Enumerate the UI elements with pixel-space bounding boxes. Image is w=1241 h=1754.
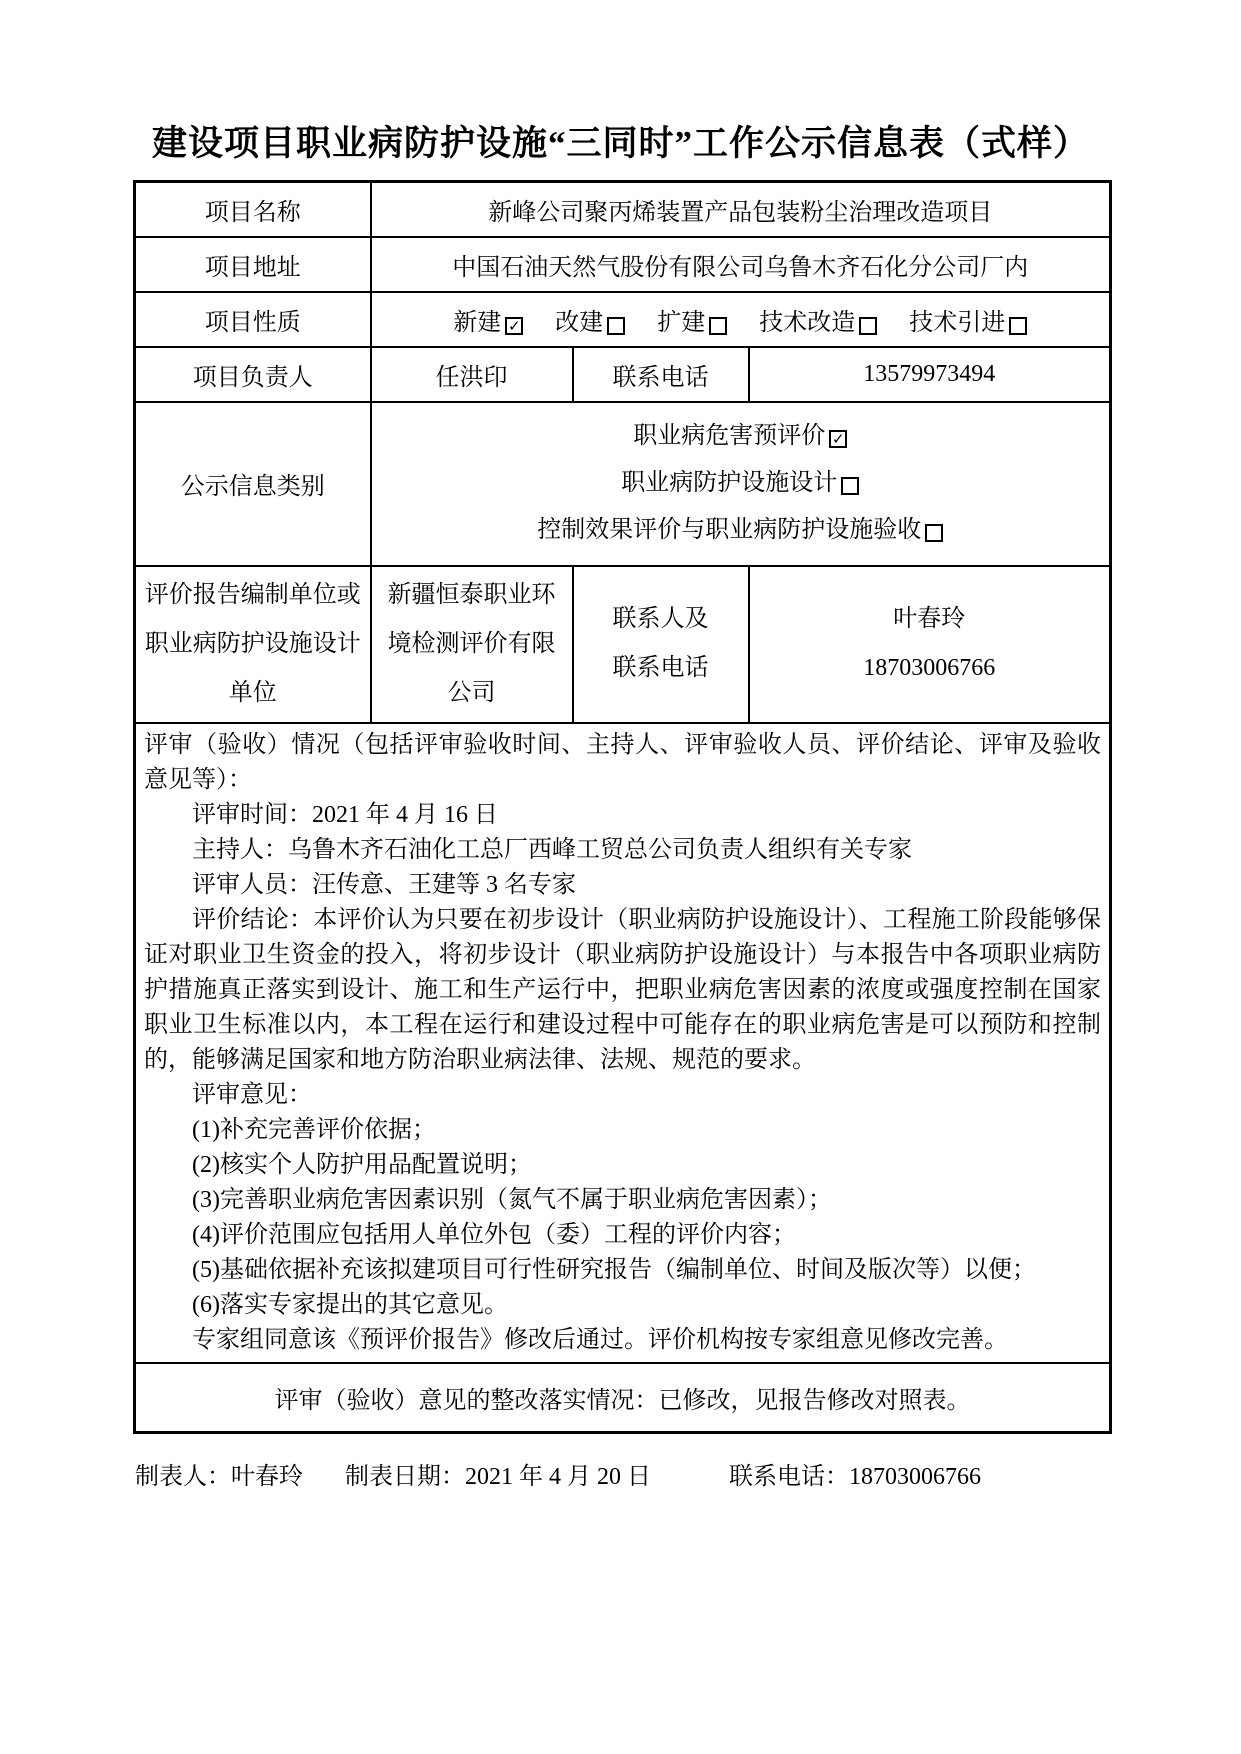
effect-acceptance-checkbox bbox=[925, 524, 943, 542]
project-name-row bbox=[135, 182, 1111, 237]
review-host: 主持人：乌鲁木齐石油化工总厂西峰工贸总公司负责人组织有关专家 bbox=[192, 836, 912, 863]
project-nature-row bbox=[135, 292, 1111, 347]
agency-label: 评价报告编制单位或职业病防护设施设计单位 bbox=[135, 566, 371, 723]
agency-contact-phone: 18703006766 bbox=[863, 655, 996, 681]
nature-option-tech-import bbox=[909, 310, 1027, 336]
nature-option-tech-import-label: 技术引进 bbox=[909, 309, 1006, 336]
rectification-status: 评审（验收）意见的整改落实情况：已修改，见报告修改对照表。 bbox=[135, 1363, 1111, 1433]
nature-option-expand-label: 扩建 bbox=[657, 309, 706, 336]
review-item: (3)完善职业病危害因素识别（氮气不属于职业病危害因素）； bbox=[192, 1186, 832, 1213]
project-manager-row bbox=[135, 347, 1111, 402]
tech-transform-checkbox bbox=[859, 317, 877, 335]
check-mark-icon: ✓ bbox=[831, 430, 845, 448]
review-time: 评审时间：2021 年 4 月 16 日 bbox=[192, 801, 498, 828]
page-title: 建设项目职业病防护设施“三同时”工作公示信息表（式样） bbox=[151, 124, 1089, 163]
project-nature-options bbox=[371, 292, 1111, 347]
publicity-option-pre-evaluation-label: 职业病危害预评价 bbox=[633, 423, 826, 449]
review-header: 评审（验收）情况（包括评审验收时间、主持人、评审验收人员、评价结论、评审及验收意见等）： bbox=[144, 731, 1102, 793]
project-name-label: 项目名称 bbox=[135, 182, 371, 237]
check-mark-icon: ✓ bbox=[507, 316, 521, 335]
publicity-option-effect-acceptance-label: 控制效果评价与职业病防护设施验收 bbox=[537, 517, 922, 543]
footer-phone: 联系电话：18703006766 bbox=[729, 1464, 981, 1490]
review-conclusion: 评价结论：本评价认为只要在初步设计（职业病防护设施设计）、工程施工阶段能够保证对职业卫生资金的投入，将初步设计（职业病防护设施设计）与本报告中各项职业病防护措施真正落实到设计、施工和生产运行中，把职业病危害因素的浓度或强度控制在国家职业卫生标准以内，本工程在运行和建设过程中可能存在的职业病危害是可以预防和控制的，能够满足国家和地方防治职业病法律、法规、规范的要求。 bbox=[144, 906, 1102, 1073]
agency-contact-name: 叶春玲 bbox=[893, 606, 966, 632]
agency-contact-label bbox=[573, 566, 749, 723]
nature-option-tech-transform bbox=[759, 310, 877, 336]
footer-preparer: 制表人：叶春玲 bbox=[135, 1464, 303, 1490]
project-address-label: 项目地址 bbox=[135, 237, 371, 292]
nature-option-new bbox=[453, 310, 523, 336]
review-panel: 评审人员：汪传意、王建等 3 名专家 bbox=[192, 871, 576, 898]
publicity-option-pre-evaluation bbox=[380, 413, 1102, 460]
project-manager-label: 项目负责人 bbox=[135, 347, 371, 402]
footer bbox=[135, 1456, 1111, 1491]
review-item: (5)基础依据补充该拟建项目可行性研究报告（编制单位、时间及版次等）以便； bbox=[192, 1256, 1036, 1283]
review-opinions-title: 评审意见： bbox=[192, 1081, 312, 1108]
publicity-type-options bbox=[371, 402, 1111, 566]
agency-contact-value bbox=[749, 566, 1111, 723]
agency-contact-label-line1: 联系人及 bbox=[612, 606, 709, 632]
nature-option-tech-transform-label: 技术改造 bbox=[759, 309, 856, 336]
review-item: (2)核实个人防护用品配置说明； bbox=[192, 1151, 532, 1178]
publicity-type-label: 公示信息类别 bbox=[135, 402, 371, 566]
publicity-option-facility-design-label: 职业病防护设施设计 bbox=[621, 470, 838, 496]
nature-option-rebuild-label: 改建 bbox=[555, 309, 604, 336]
pre-evaluation-checkbox bbox=[829, 430, 847, 448]
review-closing: 专家组同意该《预评价报告》修改后通过。评价机构按专家组意见修改完善。 bbox=[192, 1326, 1008, 1353]
manager-phone-label: 联系电话 bbox=[573, 347, 749, 402]
footer-date: 制表日期：2021 年 4 月 20 日 bbox=[345, 1464, 651, 1490]
facility-design-checkbox bbox=[841, 477, 859, 495]
publicity-option-facility-design bbox=[380, 460, 1102, 507]
agency-contact-label-line2: 联系电话 bbox=[612, 655, 709, 681]
project-address-row bbox=[135, 237, 1111, 292]
expand-checkbox bbox=[709, 317, 727, 335]
manager-phone-value: 13579973494 bbox=[749, 347, 1111, 402]
review-section bbox=[135, 723, 1111, 1363]
publicity-option-effect-acceptance bbox=[380, 507, 1102, 554]
new-construction-checkbox bbox=[505, 317, 523, 335]
review-row bbox=[135, 723, 1111, 1363]
project-manager-name: 任洪印 bbox=[371, 347, 573, 402]
project-nature-label: 项目性质 bbox=[135, 292, 371, 347]
rectification-row bbox=[135, 1363, 1111, 1433]
agency-row bbox=[135, 566, 1111, 723]
agency-name: 新疆恒泰职业环境检测评价有限公司 bbox=[371, 566, 573, 723]
review-item: (6)落实专家提出的其它意见。 bbox=[192, 1291, 508, 1318]
tech-import-checkbox bbox=[1009, 317, 1027, 335]
nature-option-expand bbox=[657, 310, 727, 336]
rebuild-checkbox bbox=[607, 317, 625, 335]
review-item: (4)评价范围应包括用人单位外包（委）工程的评价内容； bbox=[192, 1221, 796, 1248]
nature-option-rebuild bbox=[555, 310, 625, 336]
info-table bbox=[133, 180, 1112, 1434]
project-address-value: 中国石油天然气股份有限公司乌鲁木齐石化分公司厂内 bbox=[371, 237, 1111, 292]
project-name-value: 新峰公司聚丙烯装置产品包装粉尘治理改造项目 bbox=[371, 182, 1111, 237]
publicity-type-row bbox=[135, 402, 1111, 566]
nature-option-new-label: 新建 bbox=[453, 309, 502, 336]
review-item: (1)补充完善评价依据； bbox=[192, 1116, 436, 1143]
